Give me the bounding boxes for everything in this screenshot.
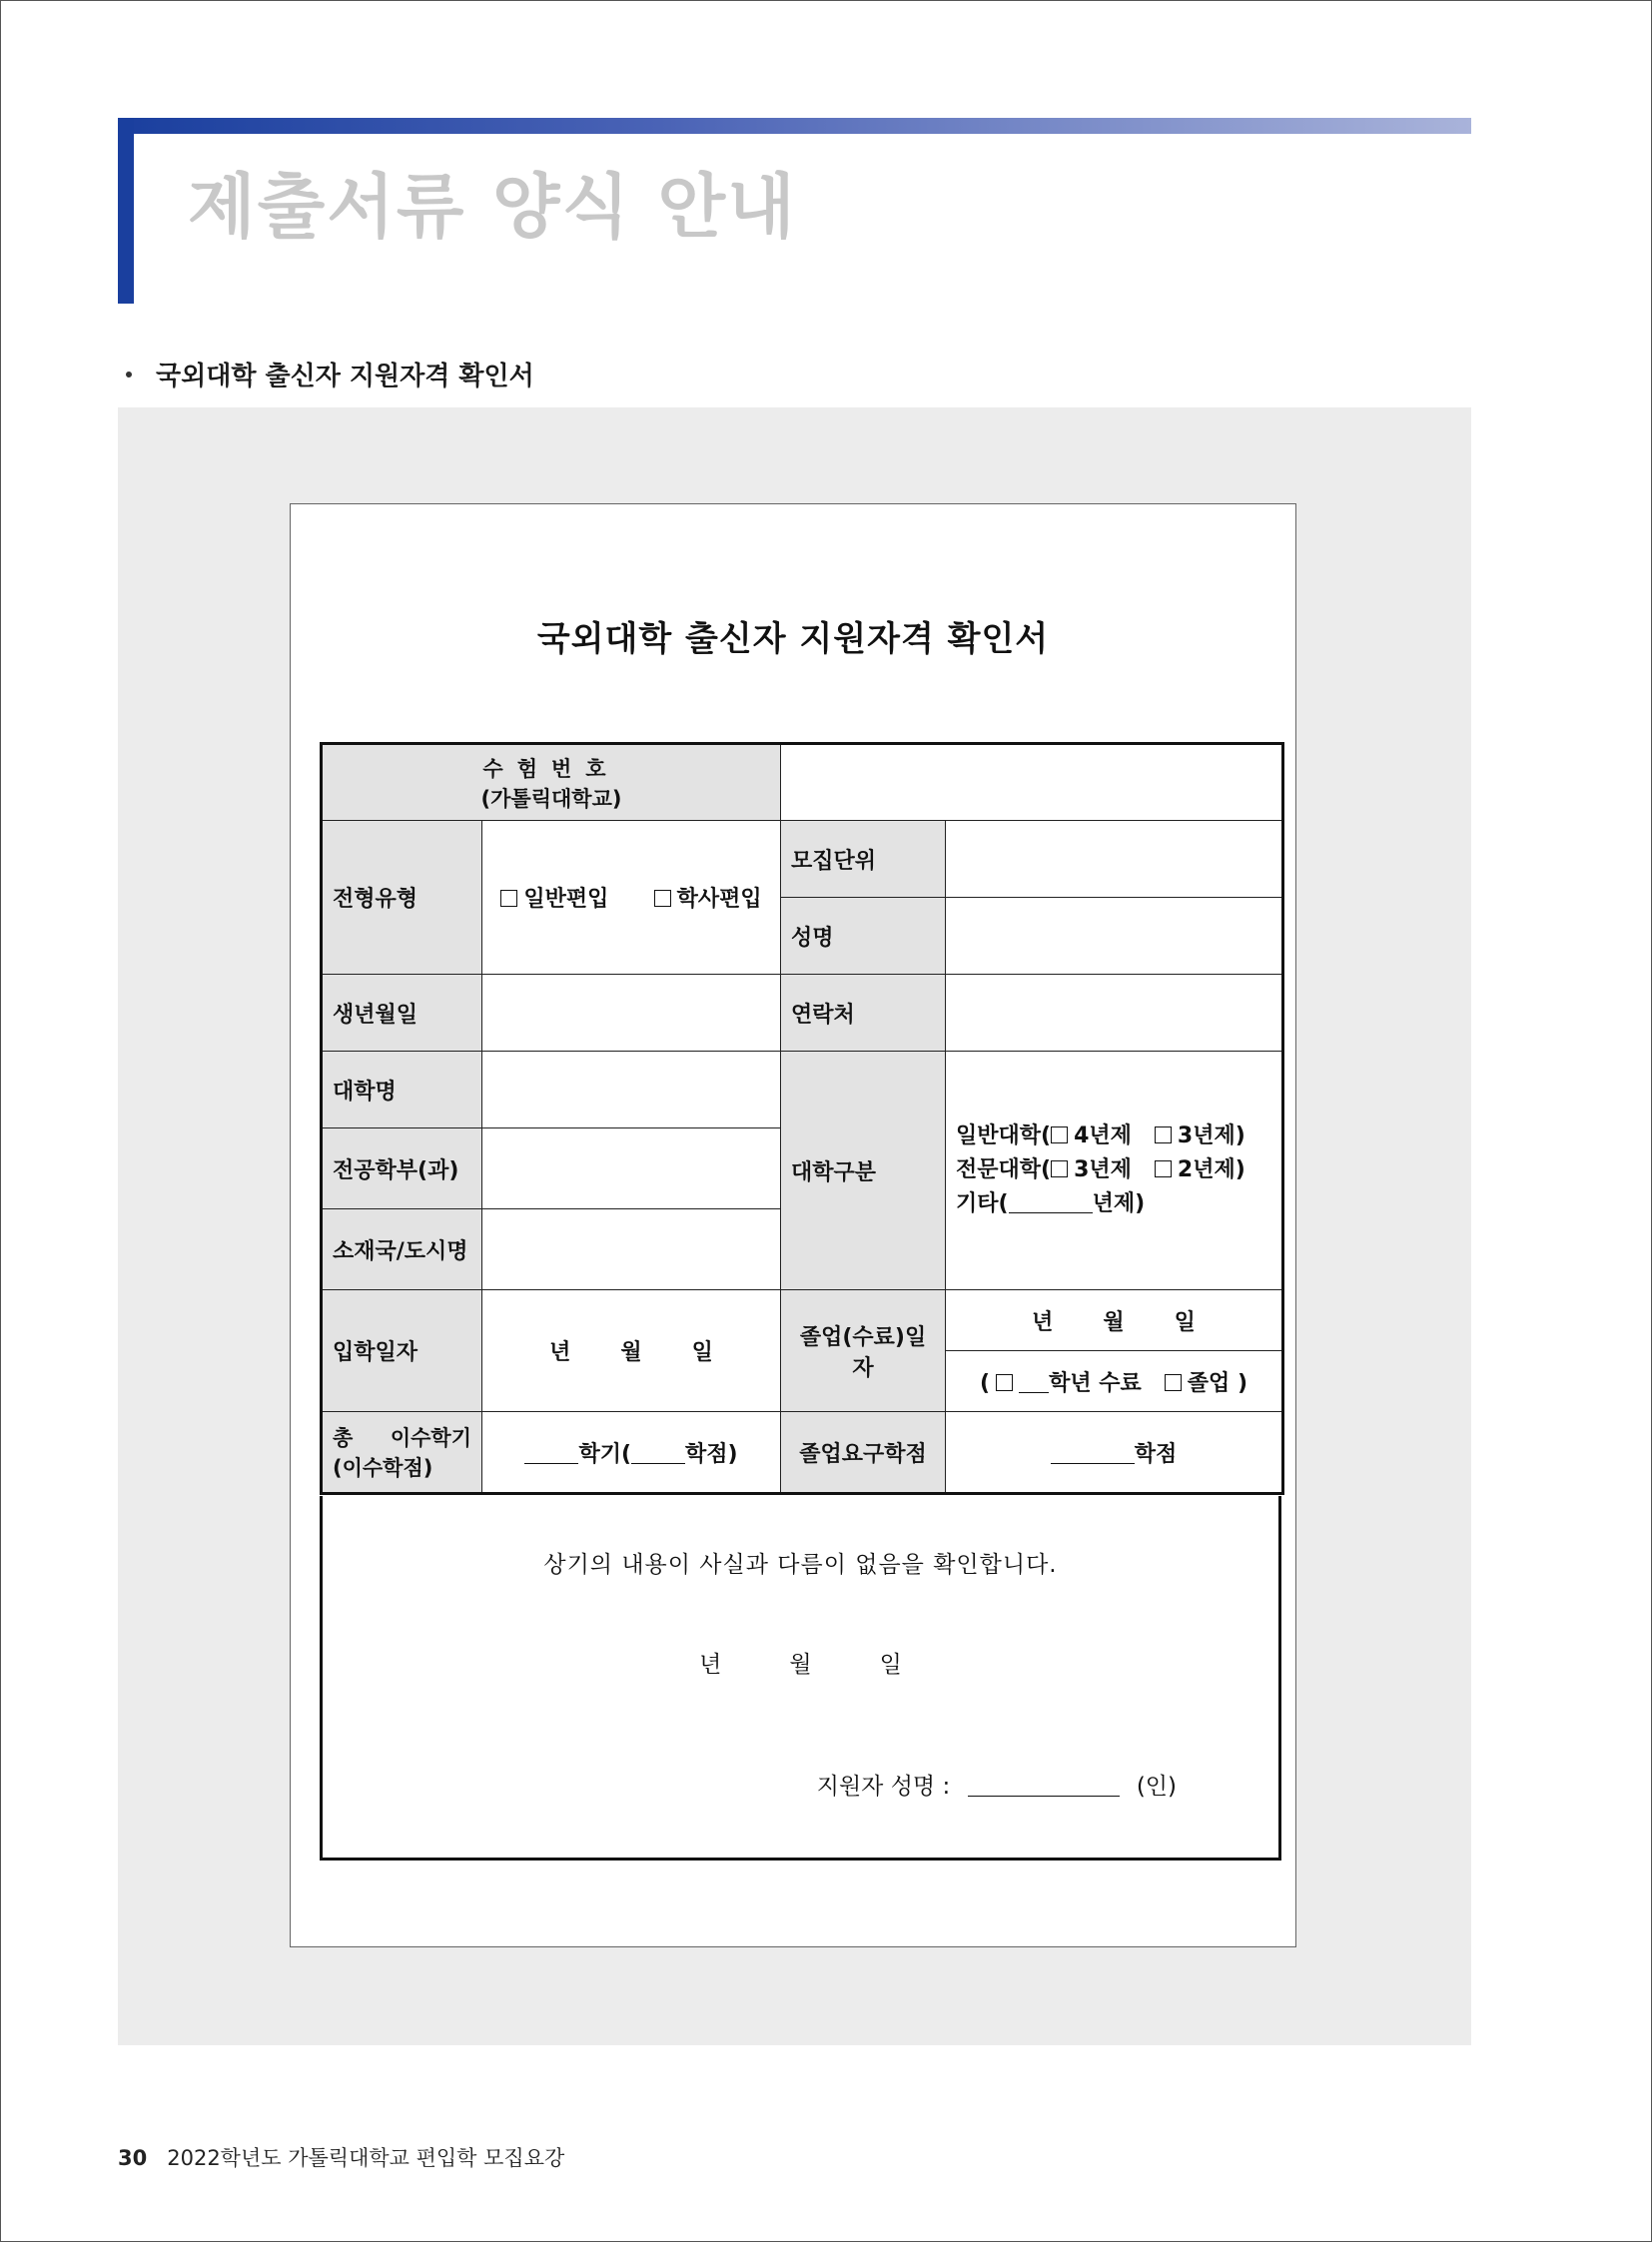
college-2year-checkbox[interactable] — [1155, 1160, 1172, 1177]
contact-field[interactable] — [946, 975, 1283, 1052]
confirmation-section — [320, 1496, 1281, 1861]
university-name-field[interactable] — [482, 1052, 781, 1128]
major-label: 전공학부(과) — [322, 1128, 482, 1209]
college-3year-checkbox[interactable] — [1051, 1160, 1068, 1177]
credits-blank[interactable] — [631, 1443, 685, 1464]
grade-complete-checkbox[interactable] — [996, 1374, 1013, 1391]
header-accent-bar — [118, 118, 134, 304]
total-semesters-label: 총 이수학기 (이수학점) — [322, 1412, 482, 1494]
graduation-date-field[interactable]: 년 월 일 — [946, 1290, 1283, 1351]
general-3year-checkbox[interactable] — [1155, 1126, 1172, 1143]
recruit-unit-field[interactable] — [946, 821, 1283, 898]
general-transfer-checkbox[interactable] — [500, 890, 517, 907]
location-label: 소재국/도시명 — [322, 1209, 482, 1290]
major-field[interactable] — [482, 1128, 781, 1209]
confirmation-statement: 상기의 내용이 사실과 다름이 없음을 확인합니다. — [543, 1552, 1058, 1578]
semesters-blank[interactable] — [524, 1443, 578, 1464]
university-name-label: 대학명 — [322, 1052, 482, 1128]
recruit-unit-label: 모집단위 — [781, 821, 946, 898]
confirmation-date[interactable]: 년 월 일 — [699, 1652, 902, 1678]
required-credits-blank[interactable] — [1051, 1443, 1135, 1464]
exam-number-field[interactable] — [781, 744, 1283, 821]
footer-text: 2022학년도 가톨릭대학교 편입학 모집요강 — [167, 2146, 565, 2170]
bachelor-transfer-label: 학사편입 — [676, 887, 762, 912]
other-years-blank[interactable] — [1009, 1192, 1093, 1213]
completion-status-field: ( 학년 수료 졸업 ) — [946, 1351, 1283, 1412]
section-heading-text: 국외대학 출신자 지원자격 확인서 — [156, 362, 534, 391]
general-4year-checkbox[interactable] — [1051, 1126, 1068, 1143]
section-heading — [118, 356, 534, 392]
name-field[interactable] — [946, 898, 1283, 975]
birth-date-field[interactable] — [482, 975, 781, 1052]
bachelor-transfer-checkbox[interactable] — [654, 890, 671, 907]
exam-number-label: 수험번호 (가톨릭대학교) — [322, 744, 781, 821]
grade-blank[interactable] — [1019, 1372, 1049, 1393]
graduated-checkbox[interactable] — [1165, 1374, 1182, 1391]
page-number: 30 — [118, 2146, 148, 2170]
university-type-label: 대학구분 — [781, 1052, 946, 1290]
contact-label: 연락처 — [781, 975, 946, 1052]
name-label: 성명 — [781, 898, 946, 975]
entry-date-field[interactable]: 년 월 일 — [482, 1290, 781, 1412]
required-credits-field: 학점 — [946, 1412, 1283, 1494]
birth-date-label: 생년월일 — [322, 975, 482, 1052]
qualification-form-table — [320, 742, 1284, 1495]
signature-label: 지원자 성명 : — [816, 1774, 951, 1800]
form-title: 국외대학 출신자 지원자격 확인서 — [536, 619, 1050, 659]
applicant-signature — [817, 1768, 1177, 1801]
location-field[interactable] — [482, 1209, 781, 1290]
university-type-options: 일반대학( 4년제 3년제) 전문대학( 3년제 2년제) 기타( 년제) — [946, 1052, 1283, 1290]
page-footer — [118, 2142, 564, 2172]
general-transfer-label: 일반편입 — [523, 887, 609, 912]
signature-blank[interactable] — [968, 1776, 1120, 1797]
total-semesters-field: 학기( 학점) — [482, 1412, 781, 1494]
admission-type-options — [482, 821, 781, 975]
admission-type-label: 전형유형 — [322, 821, 482, 975]
bullet-icon — [126, 372, 132, 377]
graduation-date-label: 졸업(수료)일자 — [781, 1290, 946, 1412]
entry-date-label: 입학일자 — [322, 1290, 482, 1412]
page-title: 제출서류 양식 안내 — [188, 166, 797, 248]
header-accent-line — [118, 118, 1471, 134]
required-credits-label: 졸업요구학점 — [781, 1412, 946, 1494]
seal-mark: (인) — [1136, 1774, 1177, 1800]
